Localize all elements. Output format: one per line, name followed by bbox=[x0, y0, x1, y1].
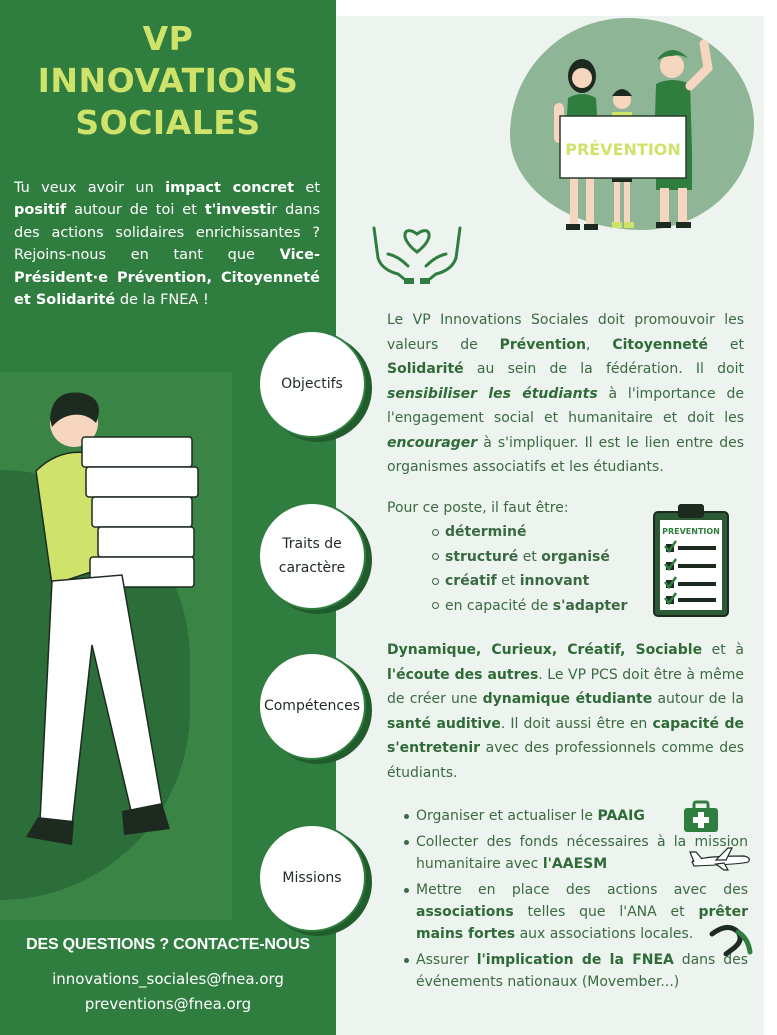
emphasis-text: sensibiliser les étudiants bbox=[387, 385, 598, 402]
emphasis-text: s'adapter bbox=[552, 597, 628, 614]
title-line: INNOVATIONS bbox=[37, 61, 299, 100]
list-item bbox=[432, 545, 627, 570]
objectifs-circle bbox=[258, 330, 366, 438]
text-run: en capacité de bbox=[445, 597, 553, 614]
emphasis-text: dynamique étudiante bbox=[482, 691, 653, 707]
emphasis-text: Solidarité bbox=[387, 361, 464, 377]
emphasis-text: t'investi bbox=[204, 202, 272, 219]
traits-list bbox=[432, 520, 627, 618]
circle-bullet-icon bbox=[432, 529, 439, 536]
emphasis-text: Dynamique, Curieux, Créatif, Sociable bbox=[387, 642, 703, 658]
emphasis-text: l'AAESM bbox=[542, 856, 608, 872]
family-prevention-illustration bbox=[540, 38, 730, 238]
page-title bbox=[28, 18, 308, 144]
text-run: et bbox=[518, 548, 542, 565]
emphasis-text: déterminé bbox=[445, 524, 527, 540]
circle-bullet-icon bbox=[432, 578, 439, 585]
circle-bullet-icon bbox=[432, 602, 439, 609]
clipboard-label: PREVENTION bbox=[662, 527, 720, 536]
emphasis-text: Vice-Président·e Prévention, Citoyenneté et Solidarité bbox=[14, 247, 320, 309]
emphasis-text: encourager bbox=[387, 434, 478, 451]
sign-label: PRÉVENTION bbox=[565, 140, 681, 159]
emphasis-text: Citoyenneté bbox=[612, 336, 708, 353]
list-item bbox=[432, 520, 627, 545]
text-run: Le VP Innovations Sociales doit promouvoir les valeurs de bbox=[387, 312, 744, 353]
missions-circle bbox=[258, 824, 366, 932]
trait-text bbox=[445, 569, 589, 594]
text-run: et bbox=[496, 573, 520, 589]
text-run: autour de toi et bbox=[66, 202, 205, 219]
emphasis-text: créatif bbox=[445, 573, 497, 589]
title-line: SOCIALES bbox=[75, 103, 261, 142]
text-run: et à bbox=[702, 642, 744, 658]
text-run: Collecter des fonds nécessaires à la mission humanitaire avec bbox=[416, 834, 748, 872]
text-run: Assurer bbox=[416, 952, 477, 968]
title-line: VP bbox=[142, 19, 194, 58]
heart-hands-icon bbox=[368, 218, 466, 286]
emphasis-text: prêter mains fortes bbox=[416, 904, 748, 942]
awareness-ribbon-icon bbox=[708, 918, 754, 956]
circle-label: Missions bbox=[282, 870, 342, 886]
list-item bbox=[404, 879, 748, 945]
contact-title: DES QUESTIONS ? CONTACTE-NOUS bbox=[26, 936, 310, 953]
mission-text bbox=[416, 879, 748, 945]
trait-text bbox=[445, 594, 627, 619]
emphasis-text: associations bbox=[416, 904, 514, 920]
list-item bbox=[432, 569, 627, 594]
contact-email-link[interactable]: preventions@fnea.org bbox=[84, 995, 252, 1013]
emphasis-text: PAAIG bbox=[597, 808, 645, 824]
competences-text bbox=[387, 638, 744, 785]
text-run: . Le VP PCS doit être à même de créer une bbox=[387, 666, 744, 707]
text-run: à s'impliquer. Il est le lien entre des organismes associatifs et les étudiants. bbox=[387, 434, 744, 475]
emphasis-text: innovant bbox=[519, 573, 590, 589]
clipboard-checklist-icon bbox=[652, 500, 730, 618]
list-item bbox=[404, 949, 748, 993]
text-run: . Il doit aussi être en bbox=[500, 715, 653, 732]
airplane-icon bbox=[688, 846, 754, 872]
circle-label: Objectifs bbox=[281, 376, 343, 392]
emphasis-text: organisé bbox=[541, 548, 610, 565]
text-run: et bbox=[294, 180, 321, 196]
text-run: autour de la bbox=[652, 691, 744, 707]
emphasis-text: l'implication de la FNEA bbox=[476, 952, 674, 968]
text-run: Mettre en place des actions avec des bbox=[416, 882, 748, 898]
emphasis-text: positif bbox=[14, 202, 67, 219]
bullet-dot-icon bbox=[404, 840, 409, 845]
emphasis-text: impact concret bbox=[165, 180, 295, 196]
circle-label: Compétences bbox=[263, 698, 361, 714]
first-aid-kit-icon bbox=[682, 800, 720, 834]
trait-text bbox=[445, 520, 526, 545]
person-carrying-papers-illustration bbox=[12, 385, 212, 865]
traits-intro: Pour ce poste, il faut être: bbox=[387, 500, 569, 516]
circle-label: caractère bbox=[278, 560, 346, 576]
text-run: Organiser et actualiser le bbox=[416, 808, 598, 824]
emphasis-text: structuré bbox=[445, 548, 519, 565]
mission-text bbox=[416, 949, 748, 993]
text-run: Tu veux avoir un bbox=[14, 180, 166, 196]
text-run: r dans des actions solidaires enrichissantes ? Rejoins-nous en tant que bbox=[14, 202, 321, 264]
text-run: au sein de la fédération. Il doit bbox=[463, 361, 744, 377]
objectifs-text bbox=[387, 308, 744, 480]
bullet-dot-icon bbox=[404, 888, 409, 893]
bullet-dot-icon bbox=[404, 958, 409, 963]
emphasis-text: santé auditive bbox=[387, 715, 501, 732]
trait-text bbox=[445, 545, 610, 570]
circle-bullet-icon bbox=[432, 553, 439, 560]
text-run: de la FNEA ! bbox=[115, 292, 209, 309]
contact-email-link[interactable]: innovations_sociales@fnea.org bbox=[52, 970, 284, 988]
competences-circle bbox=[258, 652, 366, 760]
text-run: et bbox=[707, 336, 744, 353]
text-run: dans des événements nationaux (Movember...) bbox=[416, 952, 748, 990]
emphasis-text: Prévention bbox=[499, 336, 586, 353]
text-run: avec des professionnels comme des étudiants. bbox=[387, 740, 744, 781]
list-item bbox=[432, 594, 627, 619]
intro-paragraph bbox=[14, 177, 320, 311]
emphasis-text: l'écoute des autres bbox=[387, 666, 539, 683]
traits-circle bbox=[258, 502, 366, 610]
text-run: à l'importance de l'engagement social et humanitaire et doit les bbox=[387, 385, 744, 426]
text-run: telles que l'ANA et bbox=[513, 904, 699, 920]
bullet-dot-icon bbox=[404, 814, 409, 819]
text-run: aux associations locales. bbox=[515, 926, 694, 942]
circle-label: Traits de bbox=[282, 536, 342, 552]
emphasis-text: capacité de s'entretenir bbox=[387, 715, 744, 756]
text-run: , bbox=[585, 336, 613, 353]
